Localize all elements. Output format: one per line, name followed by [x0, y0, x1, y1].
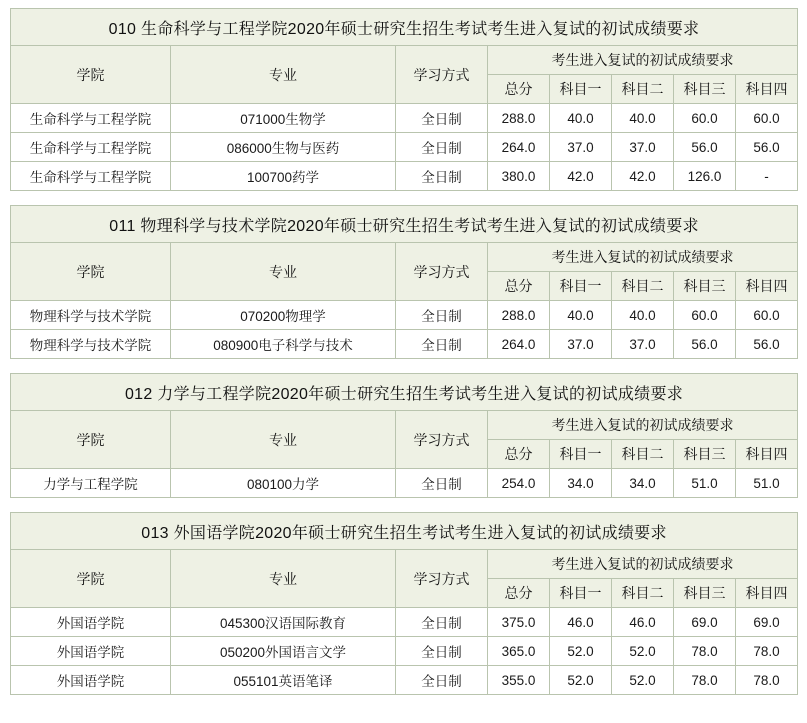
- cell-college: 外国语学院: [11, 608, 171, 637]
- cell-college: 外国语学院: [11, 666, 171, 695]
- cell-subject2: 37.0: [612, 133, 674, 162]
- column-header-subject3: 科目三: [674, 440, 736, 469]
- table-title: 012 力学与工程学院2020年硕士研究生招生考试考生进入复试的初试成绩要求: [11, 374, 798, 411]
- cell-subject1: 40.0: [550, 104, 612, 133]
- column-header-subject2: 科目二: [612, 579, 674, 608]
- column-header-subject1: 科目一: [550, 272, 612, 301]
- cell-total: 355.0: [488, 666, 550, 695]
- cell-total: 288.0: [488, 301, 550, 330]
- table-row: [11, 608, 798, 637]
- score-table: [10, 512, 798, 695]
- cell-total: 380.0: [488, 162, 550, 191]
- column-header-subject4: 科目四: [736, 272, 798, 301]
- cell-mode: 全日制: [396, 469, 488, 498]
- cell-total: 365.0: [488, 637, 550, 666]
- column-header-college: 学院: [11, 550, 171, 608]
- cell-mode: 全日制: [396, 330, 488, 359]
- cell-subject1: 46.0: [550, 608, 612, 637]
- cell-mode: 全日制: [396, 637, 488, 666]
- column-header-major: 专业: [171, 243, 396, 301]
- cell-mode: 全日制: [396, 133, 488, 162]
- cell-subject3: 51.0: [674, 469, 736, 498]
- column-header-group-score: 考生进入复试的初试成绩要求: [488, 46, 798, 75]
- cell-college: 物理科学与技术学院: [11, 330, 171, 359]
- cell-college: 生命科学与工程学院: [11, 133, 171, 162]
- cell-mode: 全日制: [396, 162, 488, 191]
- column-header-subject2: 科目二: [612, 440, 674, 469]
- cell-subject4: 69.0: [736, 608, 798, 637]
- score-table: [10, 373, 798, 498]
- cell-major: 045300汉语国际教育: [171, 608, 396, 637]
- cell-subject4: 51.0: [736, 469, 798, 498]
- cell-mode: 全日制: [396, 666, 488, 695]
- column-header-major: 专业: [171, 411, 396, 469]
- cell-subject2: 42.0: [612, 162, 674, 191]
- cell-college: 生命科学与工程学院: [11, 104, 171, 133]
- column-header-mode: 学习方式: [396, 243, 488, 301]
- table-row: [11, 104, 798, 133]
- table-title: 011 物理科学与技术学院2020年硕士研究生招生考试考生进入复试的初试成绩要求: [11, 206, 798, 243]
- cell-subject3: 78.0: [674, 666, 736, 695]
- cell-subject4: 60.0: [736, 104, 798, 133]
- column-header-subject4: 科目四: [736, 440, 798, 469]
- column-header-college: 学院: [11, 46, 171, 104]
- cell-subject3: 69.0: [674, 608, 736, 637]
- cell-major: 100700药学: [171, 162, 396, 191]
- table-title: 013 外国语学院2020年硕士研究生招生考试考生进入复试的初试成绩要求: [11, 513, 798, 550]
- score-requirement-tables: [10, 8, 797, 695]
- column-header-subject1: 科目一: [550, 579, 612, 608]
- cell-subject1: 52.0: [550, 637, 612, 666]
- table-row: [11, 666, 798, 695]
- cell-subject3: 60.0: [674, 104, 736, 133]
- column-header-subject1: 科目一: [550, 440, 612, 469]
- table-title-row: [11, 374, 798, 411]
- cell-subject4: 78.0: [736, 637, 798, 666]
- table-row: [11, 330, 798, 359]
- table-header-row-primary: [11, 46, 798, 75]
- table-row: [11, 637, 798, 666]
- cell-subject2: 46.0: [612, 608, 674, 637]
- cell-major: 070200物理学: [171, 301, 396, 330]
- column-header-mode: 学习方式: [396, 46, 488, 104]
- cell-major: 050200外国语言文学: [171, 637, 396, 666]
- column-header-group-score: 考生进入复试的初试成绩要求: [488, 550, 798, 579]
- column-header-subject2: 科目二: [612, 75, 674, 104]
- cell-subject1: 40.0: [550, 301, 612, 330]
- cell-college: 外国语学院: [11, 637, 171, 666]
- column-header-total: 总分: [488, 579, 550, 608]
- table-title-row: [11, 513, 798, 550]
- cell-subject1: 52.0: [550, 666, 612, 695]
- cell-college: 力学与工程学院: [11, 469, 171, 498]
- cell-subject2: 40.0: [612, 104, 674, 133]
- cell-subject3: 56.0: [674, 133, 736, 162]
- table-header-row-primary: [11, 243, 798, 272]
- table-title: 010 生命科学与工程学院2020年硕士研究生招生考试考生进入复试的初试成绩要求: [11, 9, 798, 46]
- column-header-college: 学院: [11, 411, 171, 469]
- cell-subject1: 37.0: [550, 133, 612, 162]
- table-header-row-primary: [11, 550, 798, 579]
- cell-mode: 全日制: [396, 608, 488, 637]
- cell-major: 086000生物与医药: [171, 133, 396, 162]
- table-row: [11, 133, 798, 162]
- cell-subject2: 40.0: [612, 301, 674, 330]
- cell-subject2: 52.0: [612, 637, 674, 666]
- column-header-major: 专业: [171, 46, 396, 104]
- cell-major: 055101英语笔译: [171, 666, 396, 695]
- column-header-mode: 学习方式: [396, 550, 488, 608]
- table-title-row: [11, 206, 798, 243]
- cell-total: 288.0: [488, 104, 550, 133]
- cell-subject4: 60.0: [736, 301, 798, 330]
- column-header-college: 学院: [11, 243, 171, 301]
- cell-subject2: 37.0: [612, 330, 674, 359]
- column-header-subject3: 科目三: [674, 272, 736, 301]
- column-header-major: 专业: [171, 550, 396, 608]
- table-row: [11, 301, 798, 330]
- column-header-group-score: 考生进入复试的初试成绩要求: [488, 243, 798, 272]
- score-block: [10, 205, 797, 359]
- column-header-total: 总分: [488, 440, 550, 469]
- cell-mode: 全日制: [396, 104, 488, 133]
- column-header-mode: 学习方式: [396, 411, 488, 469]
- table-row: [11, 162, 798, 191]
- table-title-row: [11, 9, 798, 46]
- cell-subject2: 52.0: [612, 666, 674, 695]
- table-header-row-primary: [11, 411, 798, 440]
- cell-subject1: 34.0: [550, 469, 612, 498]
- column-header-total: 总分: [488, 75, 550, 104]
- cell-subject3: 56.0: [674, 330, 736, 359]
- cell-college: 物理科学与技术学院: [11, 301, 171, 330]
- column-header-subject4: 科目四: [736, 579, 798, 608]
- table-row: [11, 469, 798, 498]
- column-header-subject4: 科目四: [736, 75, 798, 104]
- score-table: [10, 8, 798, 191]
- cell-subject1: 37.0: [550, 330, 612, 359]
- cell-total: 375.0: [488, 608, 550, 637]
- cell-subject4: 56.0: [736, 330, 798, 359]
- cell-subject3: 78.0: [674, 637, 736, 666]
- cell-subject4: 78.0: [736, 666, 798, 695]
- cell-total: 264.0: [488, 133, 550, 162]
- cell-major: 080100力学: [171, 469, 396, 498]
- cell-total: 254.0: [488, 469, 550, 498]
- cell-subject2: 34.0: [612, 469, 674, 498]
- cell-subject1: 42.0: [550, 162, 612, 191]
- score-block: [10, 512, 797, 695]
- column-header-total: 总分: [488, 272, 550, 301]
- column-header-subject3: 科目三: [674, 75, 736, 104]
- column-header-group-score: 考生进入复试的初试成绩要求: [488, 411, 798, 440]
- column-header-subject3: 科目三: [674, 579, 736, 608]
- column-header-subject2: 科目二: [612, 272, 674, 301]
- cell-subject3: 60.0: [674, 301, 736, 330]
- column-header-subject1: 科目一: [550, 75, 612, 104]
- cell-subject3: 126.0: [674, 162, 736, 191]
- cell-subject4: -: [736, 162, 798, 191]
- score-table: [10, 205, 798, 359]
- cell-subject4: 56.0: [736, 133, 798, 162]
- cell-major: 071000生物学: [171, 104, 396, 133]
- score-block: [10, 373, 797, 498]
- cell-mode: 全日制: [396, 301, 488, 330]
- cell-major: 080900电子科学与技术: [171, 330, 396, 359]
- score-block: [10, 8, 797, 191]
- cell-college: 生命科学与工程学院: [11, 162, 171, 191]
- cell-total: 264.0: [488, 330, 550, 359]
